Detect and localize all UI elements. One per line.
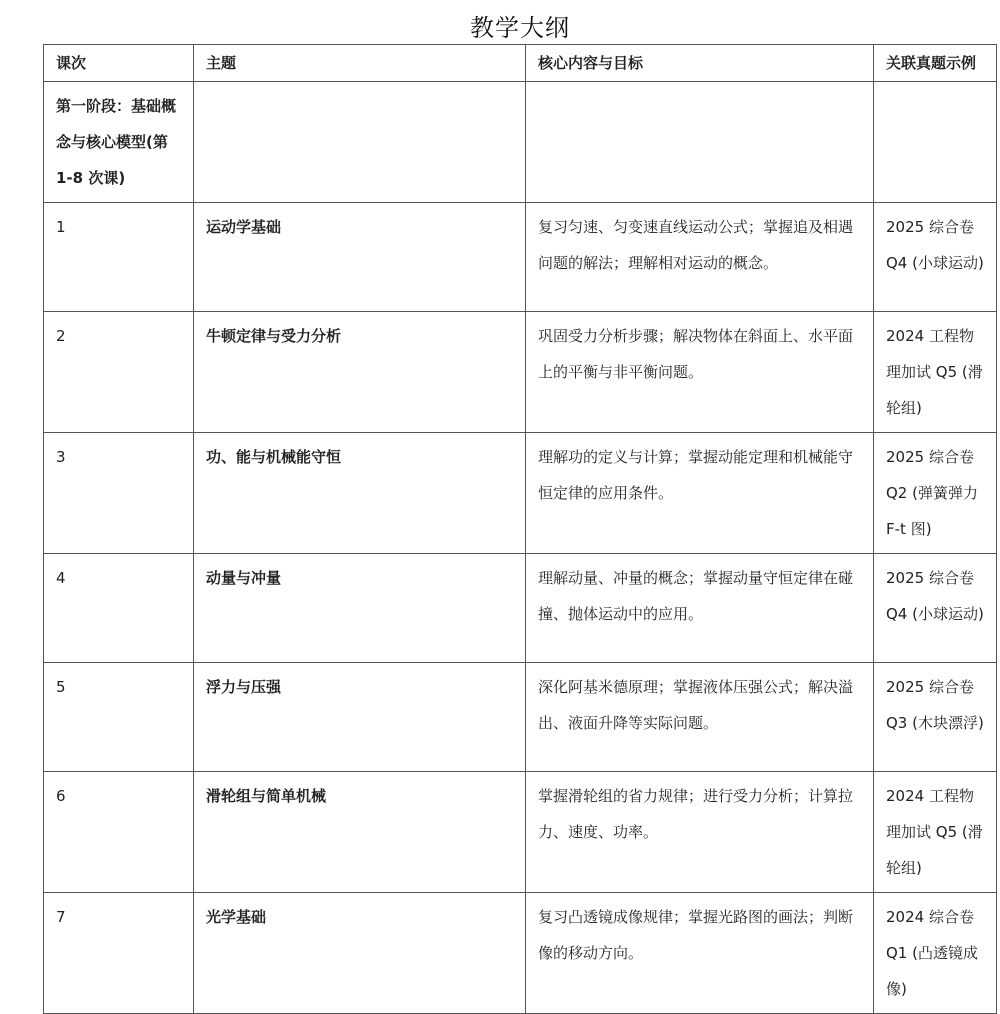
lesson-content: 深化阿基米德原理；掌握液体压强公式；解决溢出、液面升降等实际问题。 (526, 663, 874, 772)
lesson-topic: 功、能与机械能守恒 (194, 433, 526, 554)
header-topic: 主题 (194, 45, 526, 82)
lesson-example: 2024 工程物理加试 Q5 (滑轮组) (874, 312, 997, 433)
table-row (44, 772, 997, 893)
lesson-number: 5 (44, 663, 194, 772)
lesson-number: 3 (44, 433, 194, 554)
empty-cell (526, 82, 874, 203)
lesson-topic: 光学基础 (194, 893, 526, 1014)
page-title: 教学大纲 (470, 14, 570, 42)
lesson-example: 2025 综合卷 Q4 (小球运动) (874, 203, 997, 312)
lesson-number: 7 (44, 893, 194, 1014)
lesson-example: 2025 综合卷 Q3 (木块漂浮) (874, 663, 997, 772)
lesson-content: 理解动量、冲量的概念；掌握动量守恒定律在碰撞、抛体运动中的应用。 (526, 554, 874, 663)
table-row (44, 203, 997, 312)
header-content: 核心内容与目标 (526, 45, 874, 82)
header-lesson: 课次 (44, 45, 194, 82)
lesson-number: 1 (44, 203, 194, 312)
lesson-content: 复习匀速、匀变速直线运动公式；掌握追及相遇问题的解法；理解相对运动的概念。 (526, 203, 874, 312)
lesson-number: 4 (44, 554, 194, 663)
lesson-topic: 运动学基础 (194, 203, 526, 312)
lesson-example: 2025 综合卷 Q2 (弹簧弹力 F-t 图) (874, 433, 997, 554)
lesson-example: 2024 综合卷 Q1 (凸透镜成像) (874, 893, 997, 1014)
lesson-example: 2024 工程物理加试 Q5 (滑轮组) (874, 772, 997, 893)
lesson-content: 掌握滑轮组的省力规律；进行受力分析；计算拉力、速度、功率。 (526, 772, 874, 893)
phase-row (44, 82, 997, 203)
empty-cell (874, 82, 997, 203)
lesson-topic: 牛顿定律与受力分析 (194, 312, 526, 433)
lesson-content: 巩固受力分析步骤；解决物体在斜面上、水平面上的平衡与非平衡问题。 (526, 312, 874, 433)
lesson-content: 复习凸透镜成像规律；掌握光路图的画法；判断像的移动方向。 (526, 893, 874, 1014)
lesson-example: 2025 综合卷 Q4 (小球运动) (874, 554, 997, 663)
lesson-topic: 滑轮组与简单机械 (194, 772, 526, 893)
empty-cell (194, 82, 526, 203)
table-header-row (44, 45, 997, 82)
table-row (44, 893, 997, 1014)
table-row (44, 433, 997, 554)
lesson-content: 理解功的定义与计算；掌握动能定理和机械能守恒定律的应用条件。 (526, 433, 874, 554)
table-row (44, 663, 997, 772)
phase-label: 第一阶段：基础概念与核心模型(第 1-8 次课) (44, 82, 194, 203)
syllabus-table (43, 44, 997, 1014)
table-row (44, 554, 997, 663)
table-row (44, 312, 997, 433)
lesson-topic: 浮力与压强 (194, 663, 526, 772)
lesson-number: 2 (44, 312, 194, 433)
lesson-number: 6 (44, 772, 194, 893)
header-example: 关联真题示例 (874, 45, 997, 82)
lesson-topic: 动量与冲量 (194, 554, 526, 663)
